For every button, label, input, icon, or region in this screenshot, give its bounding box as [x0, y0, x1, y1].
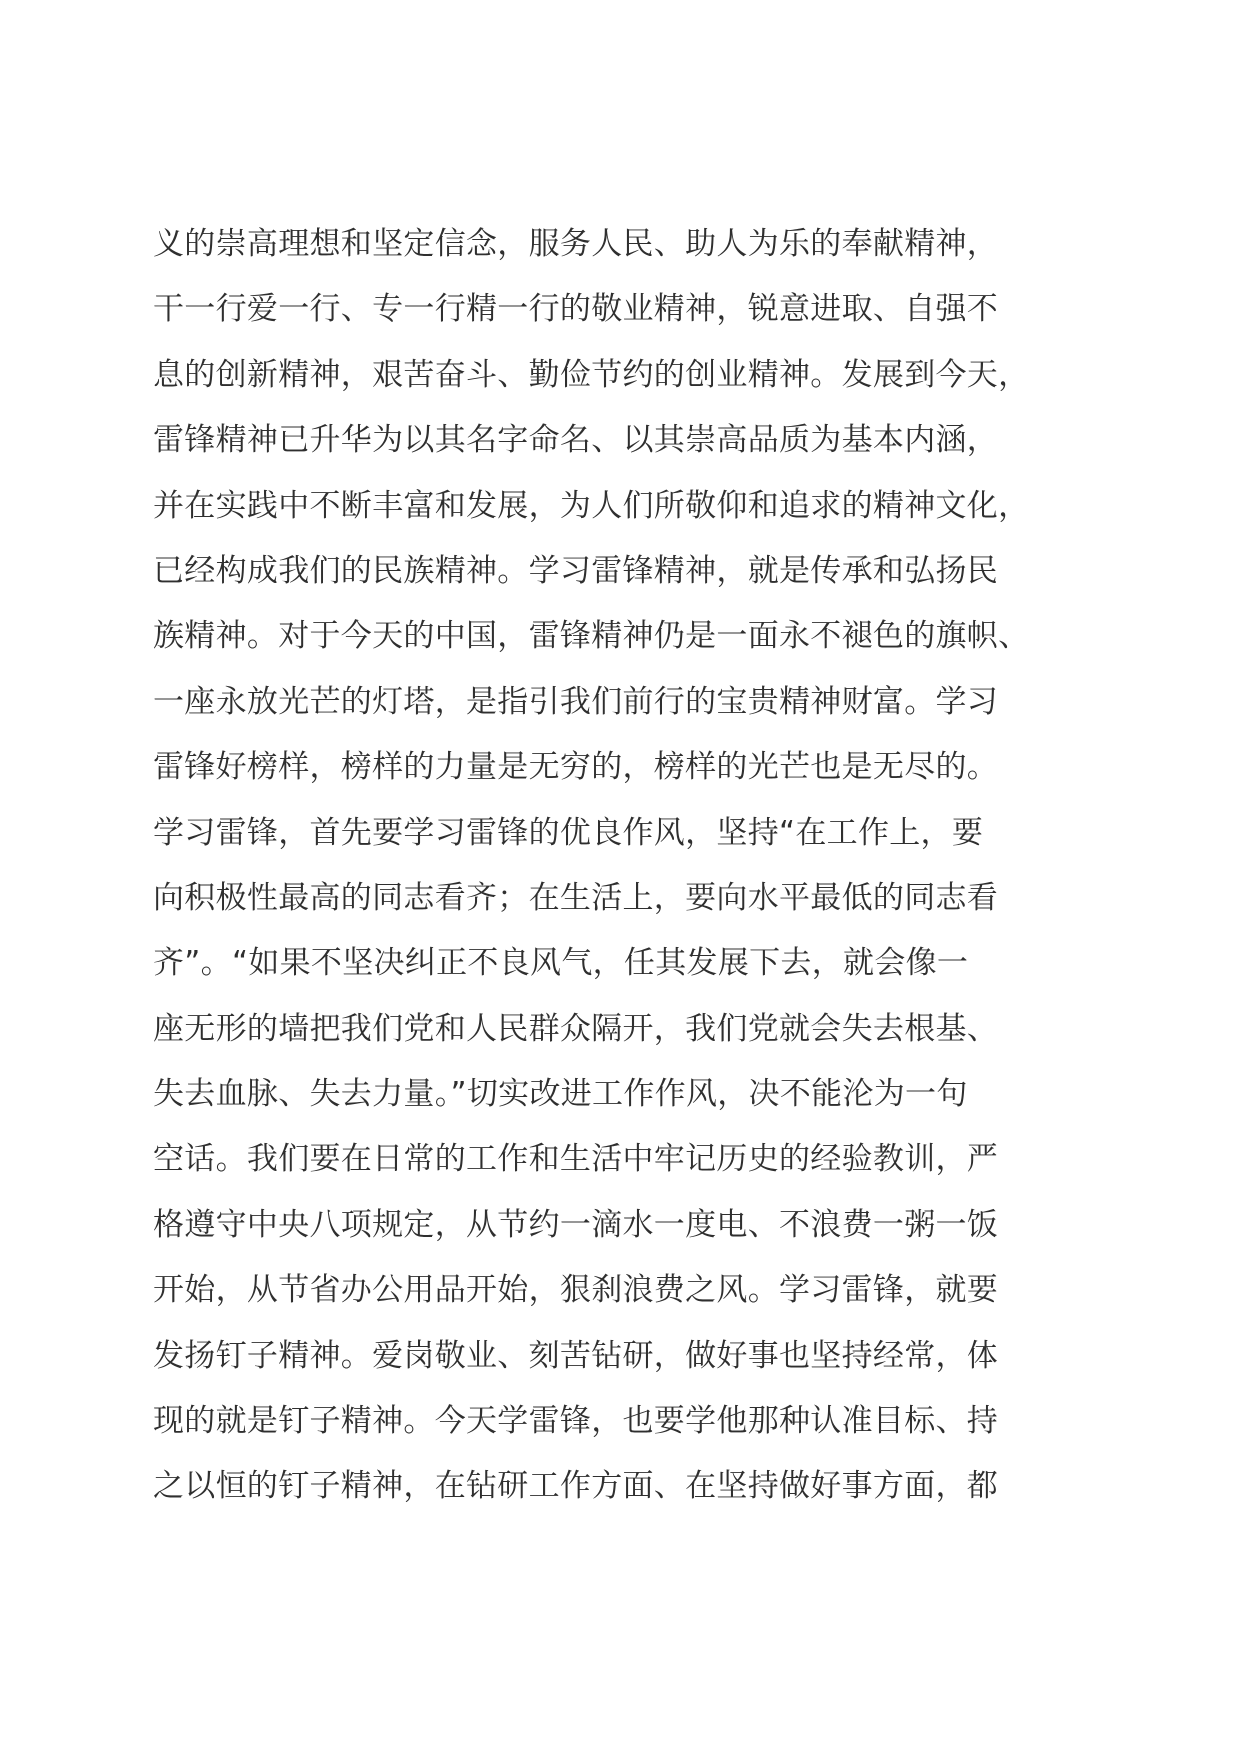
text-line: 已经构成我们的民族精神。学习雷锋精神，就是传承和弘扬民 — [153, 552, 999, 589]
text-line: 干一行爱一行、专一行精一行的敬业精神，锐意进取、自强不 — [153, 291, 999, 328]
body-text — [153, 212, 1093, 1520]
text-line: 格遵守中央八项规定，从节约一滴水一度电、不浪费一粥一饭 — [153, 1206, 999, 1243]
text-line: 族精神。对于今天的中国，雷锋精神仍是一面永不褪色的旗帜、 — [153, 618, 1030, 655]
text-line: 失去血脉、失去力量。”切实改进工作作风，决不能沦为一句 — [153, 1076, 968, 1113]
text-line: 发扬钉子精神。爱岗敬业、刻苦钻研，做好事也坚持经常，体 — [153, 1337, 999, 1374]
text-line: 之以恒的钉子精神，在钻研工作方面、在坚持做好事方面，都 — [153, 1468, 999, 1505]
text-line: 向积极性最高的同志看齐；在生活上，要向水平最低的同志看 — [153, 879, 999, 916]
text-line: 开始，从节省办公用品开始，狠刹浪费之风。学习雷锋，就要 — [153, 1272, 999, 1309]
text-line: 学习雷锋，首先要学习雷锋的优良作风，坚持“在工作上，要 — [153, 814, 984, 851]
text-line: 空话。我们要在日常的工作和生活中牢记历史的经验教训，严 — [153, 1141, 999, 1178]
text-line: 座无形的墙把我们党和人民群众隔开，我们党就会失去根基、 — [153, 1010, 999, 1047]
text-line: 现的就是钉子精神。今天学雷锋，也要学他那种认准目标、持 — [153, 1403, 999, 1440]
text-line: 并在实践中不断丰富和发展，为人们所敬仰和追求的精神文化， — [153, 487, 1030, 524]
text-line: 一座永放光芒的灯塔，是指引我们前行的宝贵精神财富。学习 — [153, 683, 999, 720]
text-line: 齐”。“如果不坚决纠正不良风气，任其发展下去，就会像一 — [153, 945, 969, 982]
text-line: 义的崇高理想和坚定信念，服务人民、助人为乐的奉献精神， — [153, 226, 999, 262]
text-line: 雷锋精神已升华为以其名字命名、以其崇高品质为基本内涵， — [153, 422, 999, 459]
text-line: 息的创新精神，艰苦奋斗、勤俭节约的创业精神。发展到今天， — [153, 356, 1030, 393]
text-line: 雷锋好榜样，榜样的力量是无穷的，榜样的光芒也是无尽的。 — [153, 749, 999, 786]
